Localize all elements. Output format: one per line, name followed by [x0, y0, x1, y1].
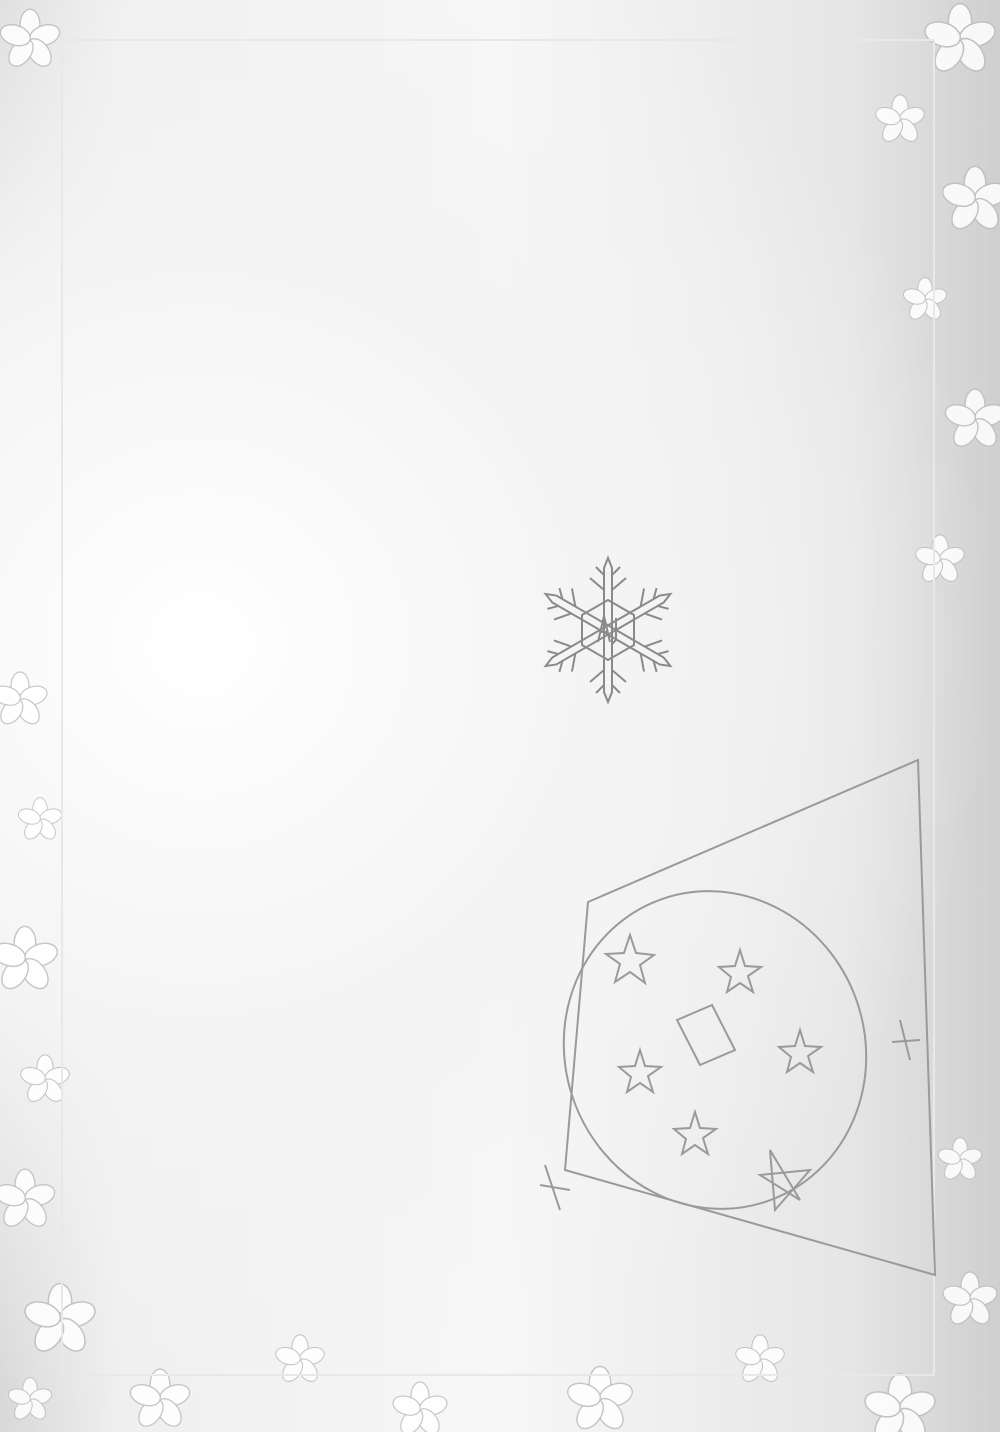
- snowflake-logo-icon: [518, 540, 698, 720]
